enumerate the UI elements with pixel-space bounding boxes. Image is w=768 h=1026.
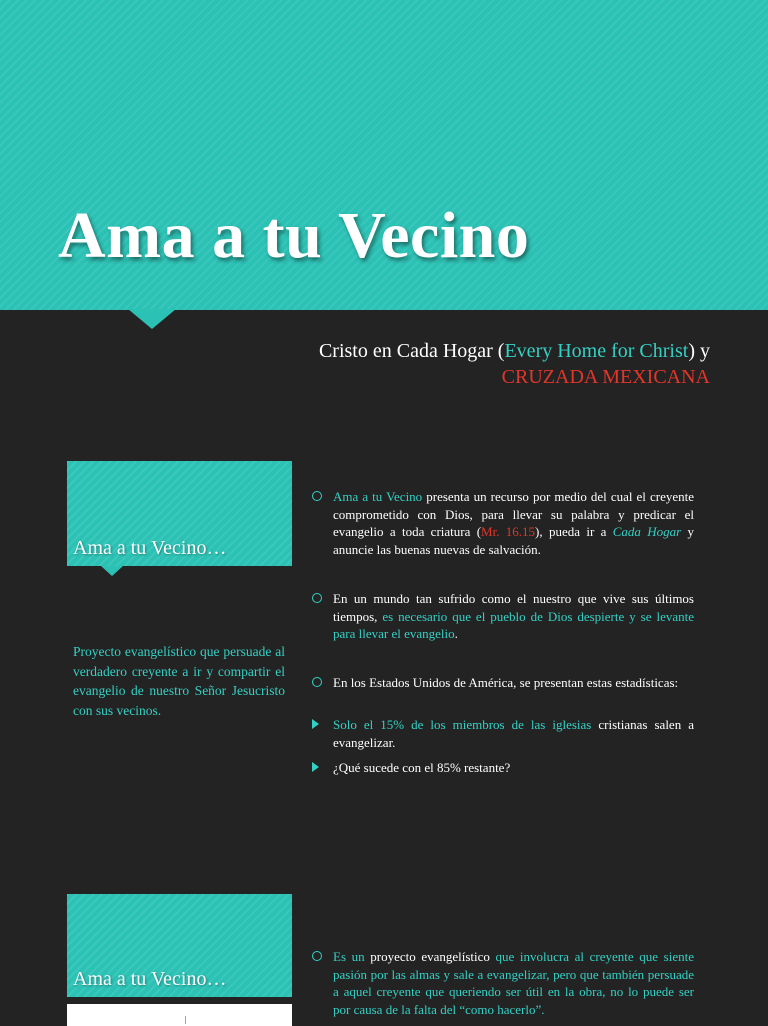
scripture-reference: Mr. 16.15 xyxy=(481,524,536,539)
bullet-text: En un mundo tan sufrido como el nuestro que vive sus últimos tiempos, xyxy=(333,591,694,624)
sub-bullet-item xyxy=(310,716,694,751)
circle-bullet-icon xyxy=(312,593,322,603)
bullet-list-item xyxy=(310,488,694,558)
bullet-text: ), pueda ir a xyxy=(535,524,613,539)
bullet-text: En los Estados Unidos de América, se presentan estas estadísticas: xyxy=(333,675,679,690)
bullet-text: proyecto evangelístico xyxy=(364,949,496,964)
circle-bullet-icon xyxy=(312,951,322,961)
bullet-list-item xyxy=(310,948,694,1018)
subtitle xyxy=(319,338,710,390)
subtitle-line-1 xyxy=(319,338,710,364)
bullet-highlight: es necesario que el pueblo de Dios despierte y se levante para llevar el evangelio xyxy=(333,608,694,641)
bullet-highlight: que involucra al creyente que siente pasión por las almas y sale a evangelizar, pero que también persuade a aquel creyente que queriendo ser útil en la obra, no lo puede ser por causa de la falta del “como hacerlo”. xyxy=(333,949,694,1017)
section-2-image xyxy=(67,1004,292,1026)
bullet-list-item xyxy=(310,674,694,692)
subtitle-text-end: ) y xyxy=(688,340,710,362)
section-1-description: Proyecto evangelístico que persuade al verdadero creyente a ir y compartir el evangelio de nuestro Señor Jesucristo con sus vecinos. xyxy=(73,644,285,718)
bullet-text: cristianas salen a evangelizar. xyxy=(333,717,694,750)
page-title: Ama a tu Vecino xyxy=(58,199,530,272)
bullet-text: . xyxy=(454,626,458,641)
banner-notch xyxy=(128,309,176,329)
bullet-text: ¿Qué sucede con el 85% restante? xyxy=(333,760,511,775)
arrow-bullet-icon xyxy=(312,762,319,772)
circle-bullet-icon xyxy=(312,677,322,687)
bullet-highlight: Solo el 15% de los miembros de las iglesias xyxy=(333,717,592,732)
panel-notch xyxy=(101,566,123,576)
bullet-italic: Cada Hogar xyxy=(612,524,682,539)
bullet-text: y anuncie las buenas nuevas de salvación. xyxy=(333,524,694,557)
title-banner xyxy=(0,0,768,310)
section-2-header-panel xyxy=(67,894,292,997)
bullet-list-item xyxy=(310,590,694,643)
section-2-title: Ama a tu Vecino… xyxy=(73,968,227,990)
section-1-title: Ama a tu Vecino… xyxy=(73,537,227,559)
circle-bullet-icon xyxy=(312,491,322,501)
bullet-highlight: Ama a tu Vecino xyxy=(333,489,423,504)
section-1-header-panel xyxy=(67,461,292,566)
image-detail xyxy=(185,1016,186,1024)
bullet-highlight: Es un xyxy=(333,949,365,964)
sub-bullet-item xyxy=(310,759,694,777)
arrow-bullet-icon xyxy=(312,719,319,729)
subtitle-text: Cristo en Cada Hogar ( xyxy=(318,340,505,362)
subtitle-english-name: Every Home for Christ xyxy=(504,340,689,362)
subtitle-organization: CRUZADA MEXICANA xyxy=(501,366,710,388)
bullet-text: presenta un recurso por medio del cual el creyente comprometido con Dios, para llevar su palabra y predicar el evangelio a toda criatura ( xyxy=(333,489,694,539)
